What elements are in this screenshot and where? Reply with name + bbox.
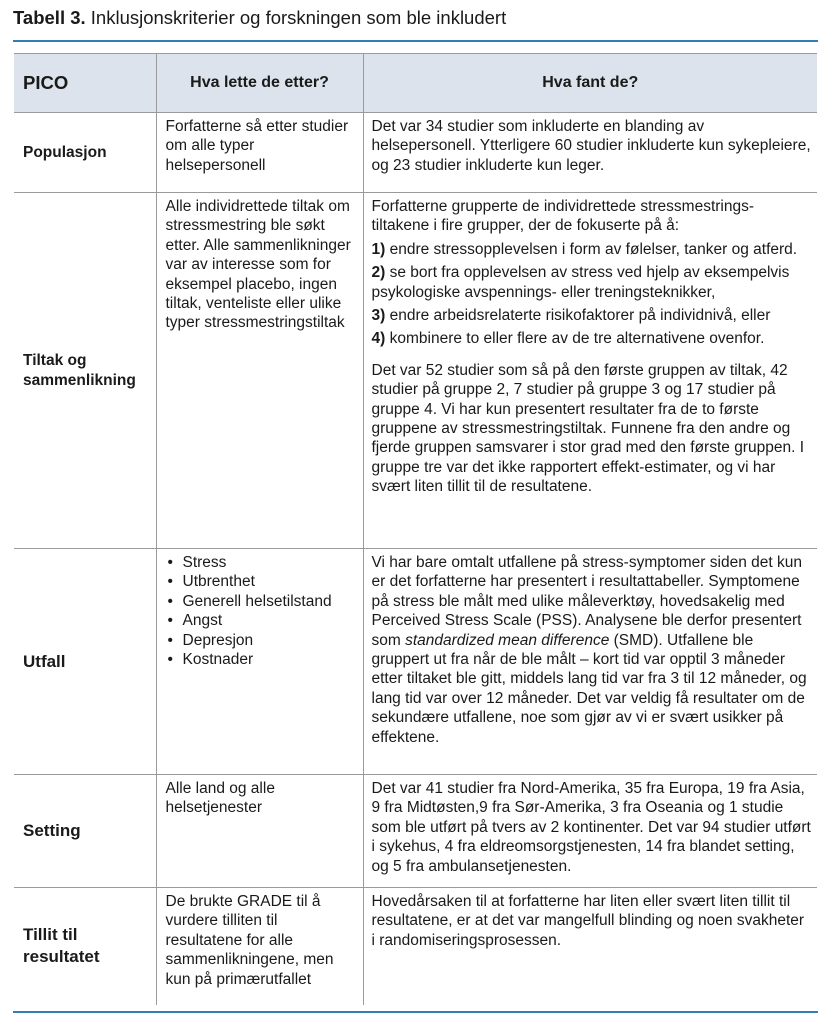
list-item: • Angst — [166, 611, 357, 630]
tiltak-findings — [363, 193, 817, 549]
tiltak-item — [372, 263, 812, 302]
table-row-populasjon — [14, 113, 817, 193]
table-caption — [13, 6, 506, 30]
row-label-setting: Setting — [14, 775, 156, 888]
table-header-row — [14, 54, 817, 113]
table-row-tillit — [14, 888, 817, 1005]
tillit-findings: Hovedårsaken til at forfatterne har liten eller svært liten tillit til resultatene, er at det var mangelfull blinding og noen svakheter i randomiseringsprosessen. — [363, 888, 817, 1005]
utfall-criteria — [156, 549, 363, 775]
utfall-outcome-list — [166, 553, 357, 669]
header-searched-for: Hva lette de etter? — [156, 54, 363, 113]
utfall-text-before: Vi har bare omtalt utfallene på stress-symptomer siden det kun er det forfatterne har presentert i resultattabeller. Symptomene på stress ble målt med ulike måleverktøy, hovedsakelig med Perceived Stress Scale (PSS). Analysene ble derfor presentert som — [371, 554, 802, 649]
tiltak-criteria: Alle individrettede tiltak om stressmestring ble søkt etter. Alle sammenlikninger var av interesse som for eksempel placebo, ingen tiltak, venteliste eller ulike typer stressmestringstiltak — [156, 193, 363, 549]
list-item: • Depresjon — [166, 631, 357, 650]
tiltak-item — [372, 240, 812, 259]
utfall-findings — [363, 549, 817, 775]
tiltak-item-text: kombinere to eller flere av de tre alternativene ovenfor. — [389, 330, 765, 348]
utfall-findings-text — [372, 553, 812, 747]
list-item: • Stress — [166, 553, 357, 572]
setting-findings: Det var 41 studier fra Nord-Amerika, 35 fra Europa, 19 fra Asia, 9 fra Midtøsten,9 fra Sør-Amerika, 3 fra Oseania og 1 studie som ble utført på tvers av 2 kontinenter. Det var 94 studier utført i sykehus, 4 fra eldreomsorgstjenesten, 14 fra blandet setting, og 5 fra ambulansetjenesten. — [363, 775, 817, 888]
tiltak-item-text: se bort fra opplevelsen av stress ved hjelp av eksempelvis psykologiske avspennings- eller treningsteknikker, — [371, 264, 790, 301]
populasjon-criteria: Forfatterne så etter studier om alle typer helsepersonell — [156, 113, 363, 193]
table-row-tiltak — [14, 193, 817, 549]
row-label-tiltak: Tiltak og sammenlikning — [14, 193, 156, 549]
row-label-utfall: Utfall — [14, 549, 156, 775]
table-row-setting — [14, 775, 817, 888]
row-label-populasjon: Populasjon — [14, 113, 156, 193]
list-item: • Utbrenthet — [166, 572, 357, 591]
header-found: Hva fant de? — [363, 54, 817, 113]
row-label-tillit: Tillit til resultatet — [14, 888, 156, 1005]
utfall-text-italic: standardized mean difference — [405, 631, 610, 649]
list-item: • Generell helsetilstand — [166, 592, 357, 611]
tiltak-item-number: 1) — [371, 240, 386, 258]
caption-label: Tabell 3. — [13, 7, 86, 28]
tiltak-item-number: 2) — [371, 264, 386, 282]
bottom-divider — [13, 1011, 818, 1013]
setting-criteria: Alle land og alle helsetjenester — [156, 775, 363, 888]
pico-table — [14, 53, 817, 1005]
top-divider — [13, 40, 818, 42]
tiltak-item-text: endre arbeidsrelaterte risikofaktorer på individnivå, eller — [389, 307, 771, 325]
tiltak-item-number: 4) — [371, 330, 386, 348]
table-row-utfall — [14, 549, 817, 775]
populasjon-findings: Det var 34 studier som inkluderte en blanding av helsepersonell. Ytterligere 60 studier inkluderte kun sykepleiere, og 23 studier inkluderte kun leger. — [363, 113, 817, 193]
tiltak-item — [372, 306, 812, 325]
tillit-criteria: De brukte GRADE til å vurdere tilliten til resultatene for alle sammenlikningene, men kun på primærutfallet — [156, 888, 363, 1005]
tiltak-outro: Det var 52 studier som så på den første gruppen av tiltak, 42 studier på gruppe 2, 7 studier på gruppe 3 og 17 studier på gruppe 4. Vi har kun presentert resultater fra de to første gruppene av stressmestringstiltak. Funnene fra den andre og fjerde gruppen samsvarer i stor grad med den første gruppen. I gruppe tre var det ikke rapportert effekt-estimater, og vi har svært liten tillit til de resultatene. — [371, 361, 804, 496]
tiltak-item-number: 3) — [371, 307, 386, 325]
utfall-text-after: (SMD). Utfallene ble gruppert ut fra når de ble målt – kort tid var opptil 3 måneder etter tiltaket ble gitt, middels lang tid var fra 3 til 12 måneder, og lang tid var over 12 måneder. Det var veldig få resultater om de sekundære utfallene, noe som gjør av vi er svært usikker på effektene. — [371, 631, 807, 746]
header-pico: PICO — [14, 54, 156, 113]
tiltak-item — [372, 329, 812, 348]
tiltak-intro: Forfatterne grupperte de individrettede stressmestrings-tiltakene i fire grupper, der de fokuserte på å: — [371, 198, 755, 235]
caption-text: Inklusjonskriterier og forskningen som ble inkludert — [90, 7, 507, 28]
tiltak-item-text: endre stressopplevelsen i form av følelser, tanker og atferd. — [389, 240, 798, 258]
list-item: • Kostnader — [166, 650, 357, 669]
